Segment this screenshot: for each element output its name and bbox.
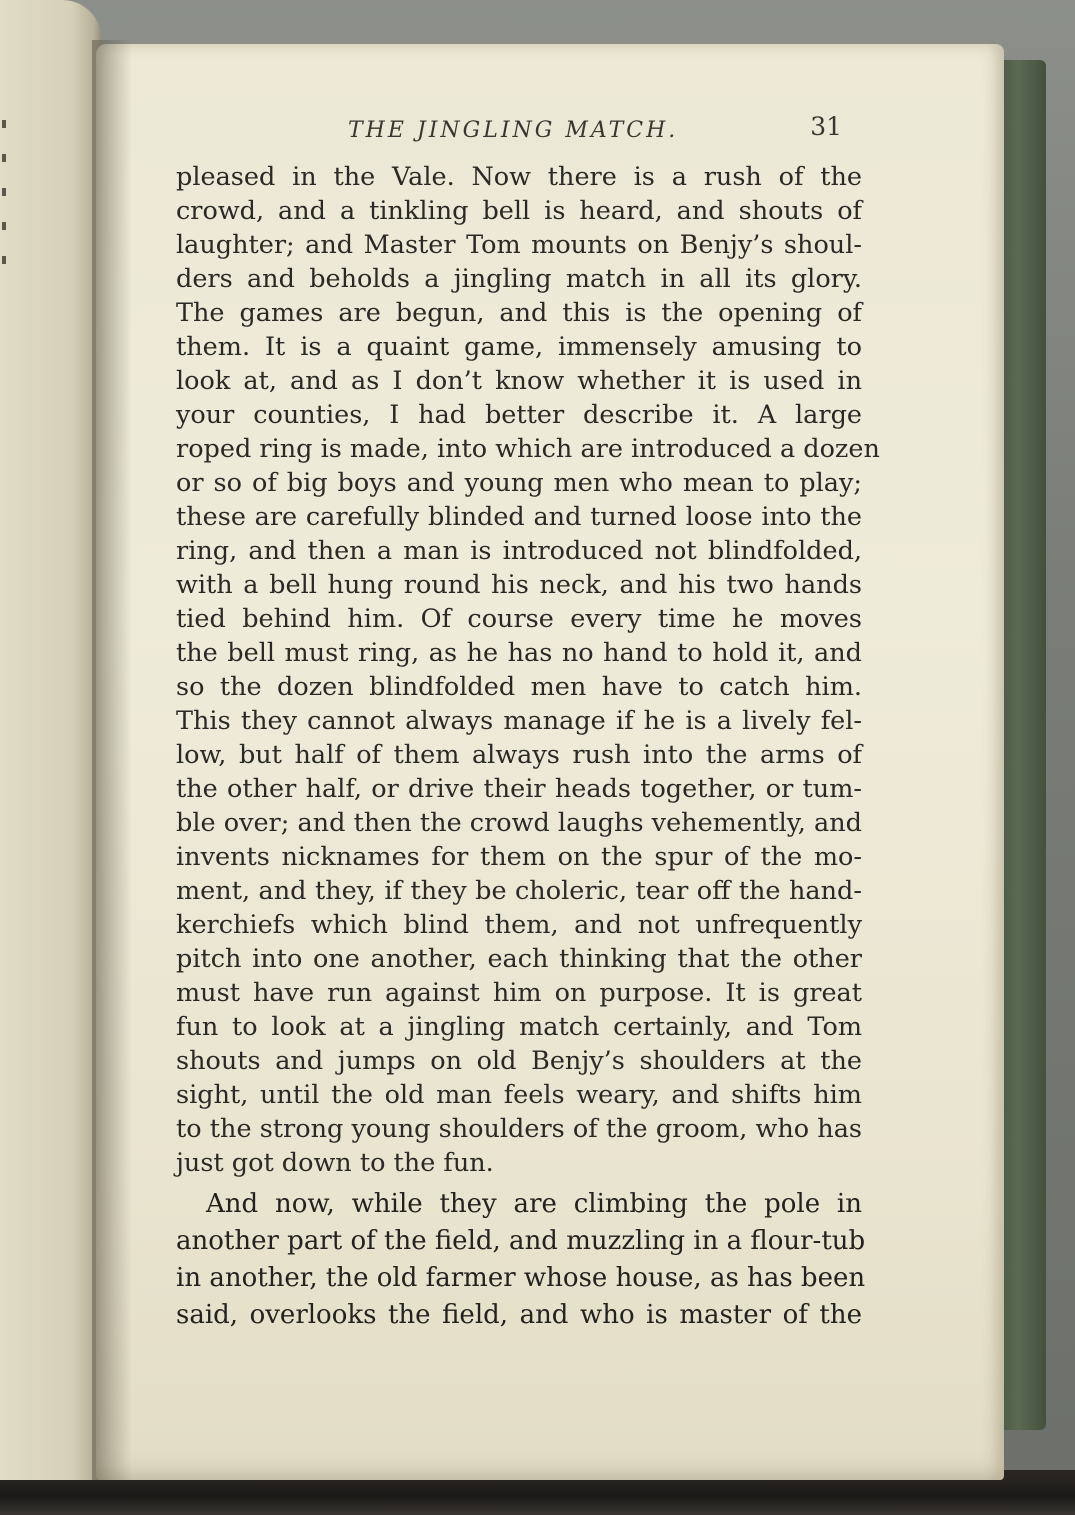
text-line: look at, and as I don’t know whether it is used in xyxy=(176,366,862,396)
text-line: low, but half of them always rush into the arms of xyxy=(176,740,862,770)
text-line: to the strong young shoulders of the groom, who has xyxy=(176,1114,862,1144)
text-line: said, overlooks the field, and who is master of the xyxy=(176,1300,862,1330)
page-number: 31 xyxy=(810,112,842,141)
book-cover-edge xyxy=(1000,60,1046,1430)
text-line: laughter; and Master Tom mounts on Benjy’s shoul- xyxy=(176,230,862,260)
text-line: ring, and then a man is introduced not blindfolded, xyxy=(176,536,862,566)
text-line: tied behind him. Of course every time he moves xyxy=(176,604,862,634)
left-page-text-fragments xyxy=(0,120,14,290)
text-line: your counties, I had better describe it. A large xyxy=(176,400,862,430)
text-line: must have run against him on purpose. It is great xyxy=(176,978,862,1008)
gutter-shadow xyxy=(92,40,132,1480)
text-line: roped ring is made, into which are introduced a dozen xyxy=(176,434,880,464)
text-line: invents nicknames for them on the spur of the mo- xyxy=(176,842,862,872)
text-line: fun to look at a jingling match certainly, and Tom xyxy=(176,1012,862,1042)
text-line: with a bell hung round his neck, and his two hands xyxy=(176,570,862,600)
text-line: This they cannot always manage if he is a lively fel- xyxy=(176,706,862,736)
text-line: in another, the old farmer whose house, as has been xyxy=(176,1263,866,1293)
text-line: another part of the field, and muzzling in a flour-tub xyxy=(176,1226,866,1256)
text-line: shouts and jumps on old Benjy’s shoulders at the xyxy=(176,1046,862,1076)
running-title: THE JINGLING MATCH. xyxy=(348,118,679,143)
text-line: pleased in the Vale. Now there is a rush of the xyxy=(176,162,862,192)
paragraph-1 xyxy=(176,160,880,1180)
text-line: pitch into one another, each thinking that the other xyxy=(176,944,862,974)
page-body xyxy=(176,160,880,1334)
text-line: And now, while they are climbing the pole in xyxy=(206,1189,862,1219)
running-header xyxy=(180,112,842,152)
text-line: just got down to the fun. xyxy=(176,1148,494,1178)
text-line: sight, until the old man feels weary, and shifts him xyxy=(176,1080,862,1110)
paragraph-2 xyxy=(176,1186,866,1334)
text-line: crowd, and a tinkling bell is heard, and shouts of xyxy=(176,196,862,226)
text-line: or so of big boys and young men who mean to play; xyxy=(176,468,862,498)
left-page-edge xyxy=(0,0,102,1480)
text-line: ders and beholds a jingling match in all its glory. xyxy=(176,264,862,294)
text-line: these are carefully blinded and turned loose into the xyxy=(176,502,862,532)
text-line: the other half, or drive their heads together, or tum- xyxy=(176,774,862,804)
text-line: the bell must ring, as he has no hand to hold it, and xyxy=(176,638,862,668)
text-line: ble over; and then the crowd laughs vehemently, and xyxy=(176,808,862,838)
text-line: them. It is a quaint game, immensely amusing to xyxy=(176,332,862,362)
text-line: kerchiefs which blind them, and not unfrequently xyxy=(176,910,862,940)
text-line: so the dozen blindfolded men have to catch him. xyxy=(176,672,862,702)
text-line: The games are begun, and this is the opening of xyxy=(176,298,862,328)
text-line: ment, and they, if they be choleric, tear off the hand- xyxy=(176,876,862,906)
